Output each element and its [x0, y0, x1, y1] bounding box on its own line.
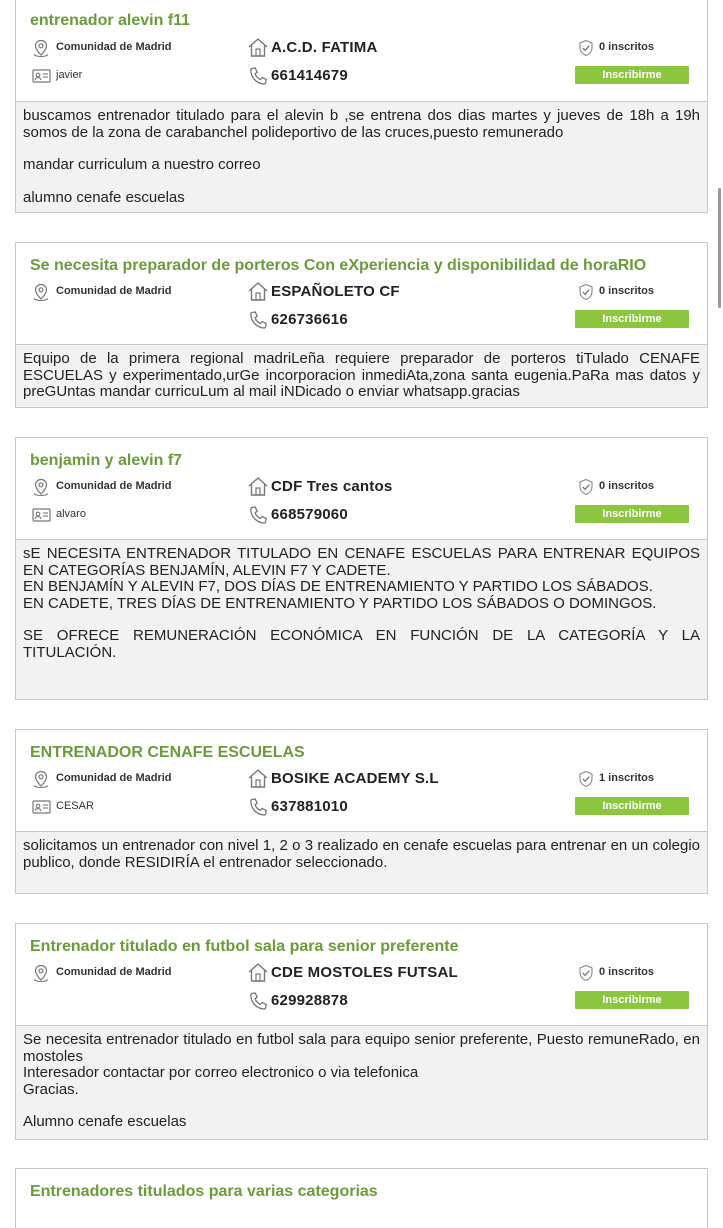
phone-number[interactable]: 629928878	[271, 992, 348, 1009]
inscritos-count: 0 inscritos	[599, 966, 655, 978]
club-icon	[247, 962, 269, 983]
inscritos-icon	[577, 770, 595, 789]
job-title[interactable]: ENTRENADOR CENAFE ESCUELAS	[30, 744, 305, 761]
inscribirme-button[interactable]: Inscribirme	[575, 991, 689, 1009]
contact-name: alvaro	[56, 508, 86, 520]
contact-card-icon	[32, 506, 51, 523]
job-card	[15, 729, 708, 894]
club-name: BOSIKE ACADEMY S.L	[271, 770, 439, 787]
job-description	[16, 1025, 707, 1139]
club-icon	[247, 37, 269, 58]
phone-icon	[248, 991, 268, 1011]
inscritos-icon	[577, 478, 595, 497]
contact-card-icon	[32, 798, 51, 815]
phone-icon	[248, 505, 268, 525]
phone-icon	[248, 66, 268, 86]
description-paragraph: buscamos entrenador titulado para el alevin b ,se entrena dos dias martes y jueves de 18h a 19h somos de la zona de carabanchel polideportivo de las cruces,puesto remunerado	[23, 107, 700, 141]
club-name: CDF Tres cantos	[271, 478, 393, 495]
job-card	[15, 242, 708, 408]
phone-number[interactable]: 626736616	[271, 311, 348, 328]
job-description	[16, 831, 707, 893]
job-region: Comunidad de Madrid	[56, 480, 172, 492]
contact-card-icon	[32, 67, 51, 84]
inscribirme-button[interactable]: Inscribirme	[575, 797, 689, 815]
contact-name: javier	[56, 69, 83, 81]
job-region: Comunidad de Madrid	[56, 966, 172, 978]
club-name: CDE MOSTOLES FUTSAL	[271, 964, 458, 981]
inscritos-icon	[577, 39, 595, 58]
inscritos-icon	[577, 283, 595, 302]
inscribirme-button[interactable]: Inscribirme	[575, 505, 689, 523]
job-title[interactable]: Se necesita preparador de porteros Con eXperiencia y disponibilidad de horaRIO	[30, 257, 647, 274]
inscritos-icon	[577, 964, 595, 983]
job-description	[16, 101, 707, 212]
description-paragraph: Alumno cenafe escuelas	[23, 1113, 187, 1130]
job-region: Comunidad de Madrid	[56, 41, 172, 53]
job-title[interactable]: Entrenador titulado en futbol sala para senior preferente	[30, 938, 459, 955]
description-paragraph: solicitamos un entrenador con nivel 1, 2 o 3 realizado en cenafe escuelas para entrenar en un colegio publico, donde RESIDIRÍA el entrenador seleccionado.	[23, 837, 700, 871]
location-icon	[32, 39, 50, 58]
job-description	[16, 344, 707, 407]
inscribirme-button[interactable]: Inscribirme	[575, 66, 689, 84]
club-icon	[247, 281, 269, 302]
description-paragraph: SE OFRECE REMUNERACIÓN ECONÓMICA EN FUNCIÓN DE LA CATEGORÍA Y LA TITULACIÓN.	[23, 627, 700, 661]
job-region: Comunidad de Madrid	[56, 772, 172, 784]
club-name: ESPAÑOLETO CF	[271, 283, 400, 300]
description-paragraph: Gracias.	[23, 1080, 79, 1098]
description-paragraph: EN BENJAMÍN Y ALEVIN F7, DOS DÍAS DE ENTRENAMIENTO Y PARTIDO LOS SÁBADOS.	[23, 578, 653, 595]
club-icon	[247, 476, 269, 497]
location-icon	[32, 770, 50, 789]
inscribirme-button[interactable]: Inscribirme	[575, 310, 689, 328]
job-card	[15, 437, 708, 700]
location-icon	[32, 964, 50, 983]
inscritos-count: 0 inscritos	[599, 285, 655, 297]
phone-number[interactable]: 637881010	[271, 798, 348, 815]
job-card	[15, 923, 708, 1140]
description-paragraph: Interesador contactar por correo electronico o via telefonica	[23, 1064, 419, 1081]
description-paragraph: alumno cenafe escuelas	[23, 188, 185, 206]
contact-name: CESAR	[56, 800, 94, 812]
job-title[interactable]: entrenador alevin f11	[30, 12, 191, 29]
phone-icon	[248, 310, 268, 330]
job-card	[15, 1168, 708, 1228]
description-paragraph: Equipo de la primera regional madriLeña requiere preparador de porteros tiTulado CENAFE ESCUELAS y experimentado,urGe incorporacion inmediAta,zona santa eugenia.PaRa mas datos y preGUntas mandar curricuLum al mail iNDicado o enviar whatsapp.gracias	[23, 350, 700, 400]
phone-number[interactable]: 668579060	[271, 506, 348, 523]
location-icon	[32, 478, 50, 497]
description-paragraph: EN CADETE, TRES DÍAS DE ENTRENAMIENTO Y PARTIDO LOS SÁBADOS O DOMINGOS.	[23, 594, 657, 612]
job-title[interactable]: Entrenadores titulados para varias categorias	[30, 1183, 378, 1200]
club-name: A.C.D. FATIMA	[271, 39, 378, 56]
club-icon	[247, 768, 269, 789]
description-paragraph: mandar curriculum a nuestro correo	[23, 156, 261, 173]
job-card	[15, 0, 708, 213]
description-paragraph: sE NECESITA ENTRENADOR TITULADO EN CENAFE ESCUELAS PARA ENTRENAR EQUIPOS EN CATEGORÍAS BENJAMÍN, ALEVIN F7 Y CADETE.	[23, 545, 700, 579]
inscritos-count: 0 inscritos	[599, 41, 655, 53]
phone-icon	[248, 797, 268, 817]
job-title[interactable]: benjamin y alevin f7	[30, 452, 183, 469]
inscritos-count: 0 inscritos	[599, 480, 655, 492]
job-description	[16, 539, 707, 699]
page-scrollbar[interactable]	[718, 188, 721, 308]
phone-number[interactable]: 661414679	[271, 67, 348, 84]
job-region: Comunidad de Madrid	[56, 285, 172, 297]
inscritos-count: 1 inscritos	[599, 772, 655, 784]
location-icon	[32, 283, 50, 302]
description-paragraph: Se necesita entrenador titulado en futbol sala para equipo senior preferente, Puesto remuneRado, en mostoles	[23, 1031, 700, 1065]
